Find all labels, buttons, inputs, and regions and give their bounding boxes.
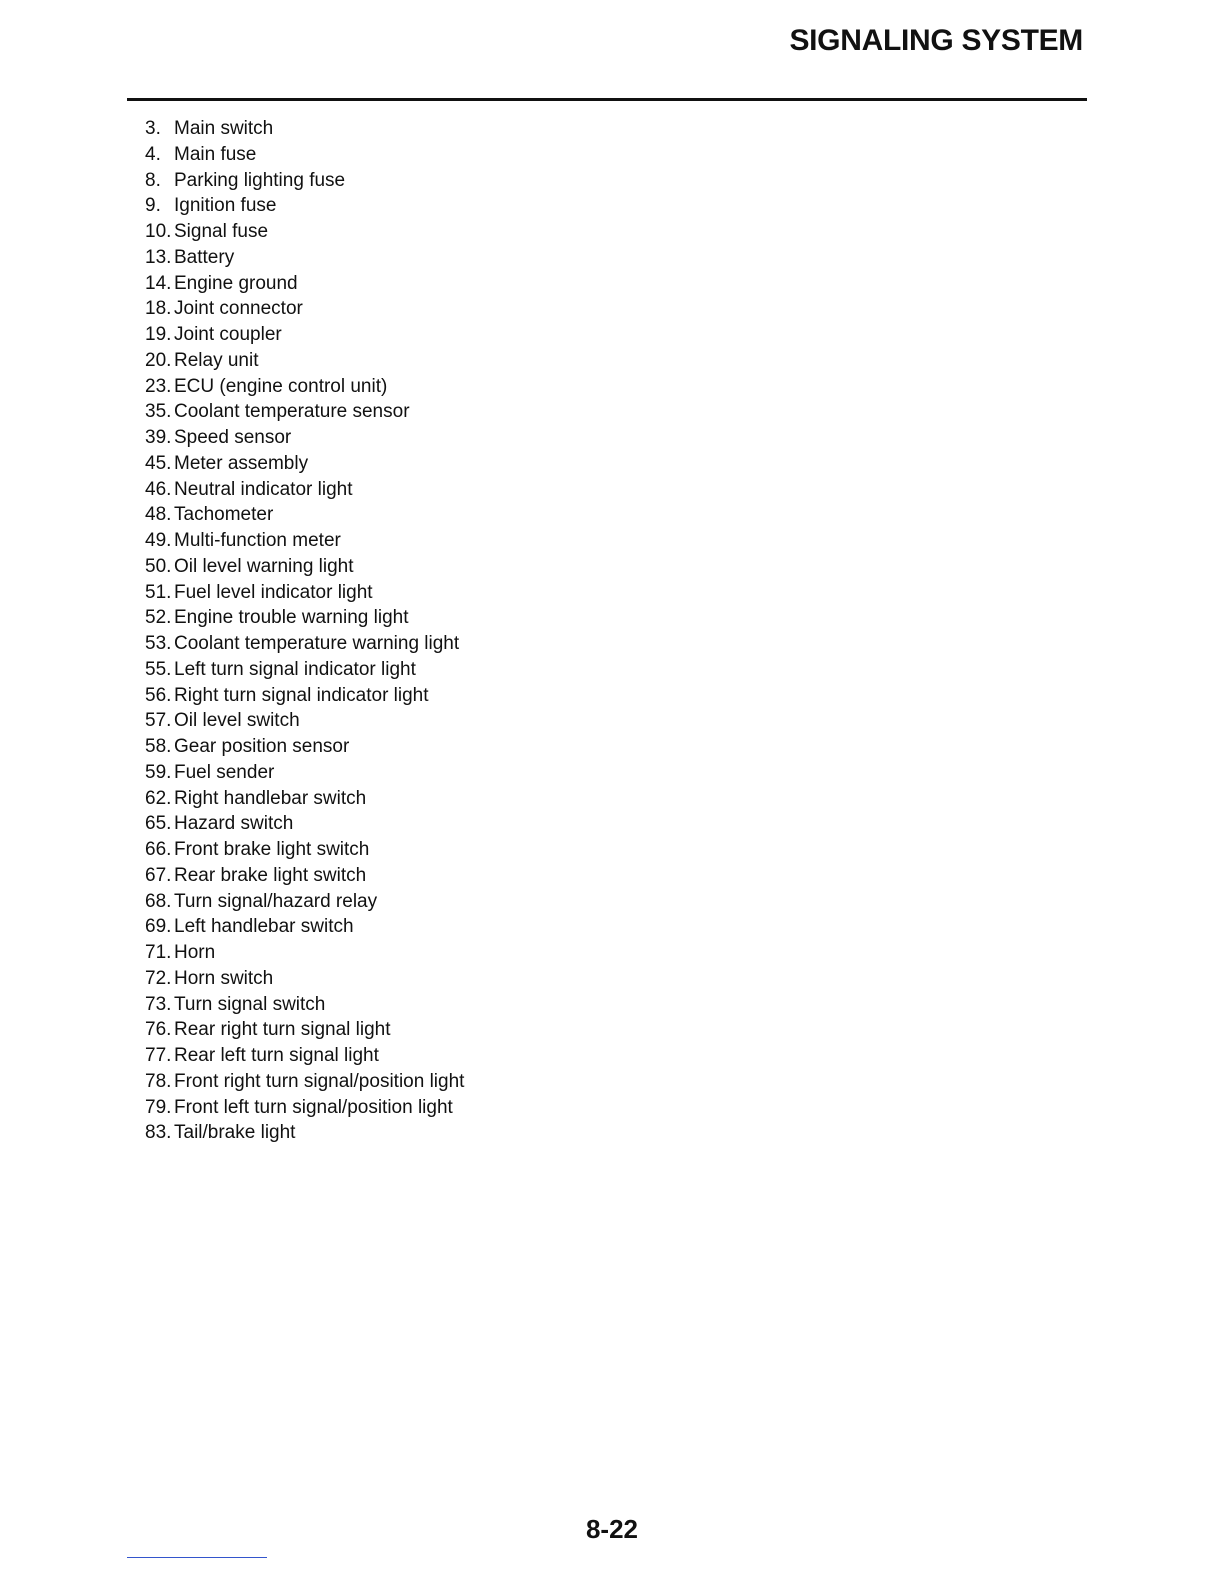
legend-item (145, 1043, 464, 1069)
legend-item-number: 23. (145, 375, 172, 397)
legend-item (145, 116, 464, 142)
legend-item (145, 502, 464, 528)
legend-item-number: 51. (145, 581, 172, 603)
legend-item-number: 56. (145, 684, 172, 706)
legend-item-number: 45. (145, 452, 172, 474)
legend-item-label: Horn switch (174, 967, 274, 989)
legend-item-number: 79. (145, 1096, 172, 1118)
legend-item-label: Meter assembly (174, 452, 309, 474)
legend-item-number: 10. (145, 221, 172, 242)
legend-item (145, 708, 464, 734)
legend-item (145, 1120, 464, 1146)
legend-item-label: Parking lighting fuse (174, 169, 346, 191)
legend-item-label: Main switch (174, 118, 274, 139)
legend-item-label: Speed sensor (174, 427, 292, 448)
legend-item-number: 59. (145, 761, 172, 783)
legend-item-label: Fuel level indicator light (174, 581, 373, 603)
page-number: 8-22 (585, 1514, 639, 1544)
legend-item (145, 863, 464, 889)
legend-item-label: Tail/brake light (174, 1122, 296, 1144)
legend-item-label: Left handlebar switch (174, 916, 354, 938)
legend-item (145, 348, 464, 374)
legend-item-label: Main fuse (174, 143, 257, 165)
legend-item-number: 76. (145, 1019, 172, 1041)
legend-item-label: Multi-function meter (174, 530, 341, 551)
legend-item-label: Coolant temperature sensor (174, 401, 410, 423)
legend-item (145, 425, 464, 451)
legend-item-number: 57. (145, 710, 172, 732)
header-divider (127, 98, 1087, 101)
legend-item (145, 245, 464, 271)
legend-item (145, 1095, 464, 1121)
legend-item (145, 914, 464, 940)
legend-item-number: 48. (145, 504, 172, 526)
legend-item-label: Rear brake light switch (174, 864, 367, 886)
legend-item (145, 1017, 464, 1043)
legend-item (145, 683, 464, 709)
legend-item (145, 296, 464, 322)
legend-item-label: Oil level switch (174, 710, 300, 732)
legend-item-label: Ignition fuse (174, 195, 277, 217)
legend-item-number: 49. (145, 530, 172, 551)
legend-item-label: Left turn signal indicator light (174, 658, 416, 680)
legend-item-number: 71. (145, 942, 172, 963)
legend-item-number: 78. (145, 1070, 172, 1092)
legend-item-label: ECU (engine control unit) (174, 375, 388, 397)
legend-item (145, 451, 464, 477)
legend-item-number: 35. (145, 401, 172, 423)
legend-item (145, 193, 464, 219)
legend-item-label: Fuel sender (174, 761, 275, 783)
legend-item (145, 657, 464, 683)
legend-item-number: 65. (145, 813, 172, 835)
legend-item (145, 219, 464, 245)
legend-item (145, 734, 464, 760)
legend-item-label: Rear right turn signal light (174, 1019, 391, 1041)
legend-item-number: 39. (145, 427, 172, 448)
legend-item-number: 18. (145, 298, 172, 320)
legend-item-number: 9. (145, 195, 161, 217)
legend-item (145, 605, 464, 631)
legend-item-label: Tachometer (174, 504, 274, 526)
legend-item-number: 55. (145, 658, 172, 680)
legend-item (145, 811, 464, 837)
legend-item (145, 889, 464, 915)
legend-item-label: Battery (174, 246, 235, 268)
legend-item (145, 966, 464, 992)
legend-item-label: Oil level warning light (174, 555, 354, 577)
legend-item-label: Front brake light switch (174, 839, 370, 860)
legend-item (145, 399, 464, 425)
legend-item-number: 20. (145, 349, 172, 371)
legend-item (145, 631, 464, 657)
legend-item-label: Joint coupler (174, 324, 282, 345)
legend-item-number: 3. (145, 118, 161, 139)
legend-item-label: Right turn signal indicator light (174, 684, 429, 706)
legend-item-number: 62. (145, 787, 172, 809)
component-legend-list (145, 116, 464, 1146)
legend-item-number: 67. (145, 864, 172, 886)
legend-item (145, 554, 464, 580)
legend-item-number: 53. (145, 633, 172, 654)
legend-item-number: 72. (145, 967, 172, 989)
legend-item-label: Joint connector (174, 298, 303, 320)
legend-item-label: Front right turn signal/position light (174, 1070, 465, 1092)
legend-item-label: Neutral indicator light (174, 478, 353, 500)
legend-item-number: 83. (145, 1122, 172, 1144)
legend-item-number: 50. (145, 555, 172, 577)
footer-link-underline[interactable] (127, 1557, 267, 1558)
legend-item-label: Signal fuse (174, 221, 269, 242)
legend-item-label: Turn signal/hazard relay (174, 890, 378, 912)
legend-item (145, 477, 464, 503)
legend-item-number: 69. (145, 916, 172, 938)
legend-item-number: 73. (145, 993, 172, 1015)
legend-item (145, 580, 464, 606)
legend-item (145, 142, 464, 168)
legend-item (145, 940, 464, 966)
legend-item-number: 19. (145, 324, 172, 345)
legend-item-label: Relay unit (174, 349, 259, 371)
legend-item (145, 992, 464, 1018)
legend-item-label: Right handlebar switch (174, 787, 367, 809)
legend-item (145, 168, 464, 194)
legend-item-label: Horn (174, 942, 216, 963)
legend-item-number: 46. (145, 478, 172, 500)
legend-item-number: 14. (145, 272, 172, 294)
legend-item (145, 528, 464, 554)
legend-item-number: 4. (145, 143, 161, 165)
legend-item-label: Front left turn signal/position light (174, 1096, 453, 1118)
page-title: SIGNALING SYSTEM (789, 24, 1083, 57)
legend-item-label: Rear left turn signal light (174, 1045, 379, 1066)
legend-item (145, 322, 464, 348)
legend-item-number: 68. (145, 890, 172, 912)
legend-item (145, 837, 464, 863)
legend-item (145, 271, 464, 297)
legend-item (145, 374, 464, 400)
legend-item-label: Gear position sensor (174, 736, 350, 757)
legend-item (145, 760, 464, 786)
legend-item-label: Coolant temperature warning light (174, 633, 460, 654)
legend-item-label: Engine trouble warning light (174, 607, 409, 629)
legend-item (145, 786, 464, 812)
legend-item-label: Turn signal switch (174, 993, 326, 1015)
legend-item-number: 77. (145, 1045, 172, 1066)
legend-item-number: 58. (145, 736, 172, 757)
legend-item-label: Hazard switch (174, 813, 294, 835)
legend-item-number: 8. (145, 169, 161, 191)
legend-item-number: 13. (145, 246, 172, 268)
legend-item-number: 66. (145, 839, 172, 860)
legend-item (145, 1069, 464, 1095)
legend-item-label: Engine ground (174, 272, 298, 294)
legend-item-number: 52. (145, 607, 172, 629)
